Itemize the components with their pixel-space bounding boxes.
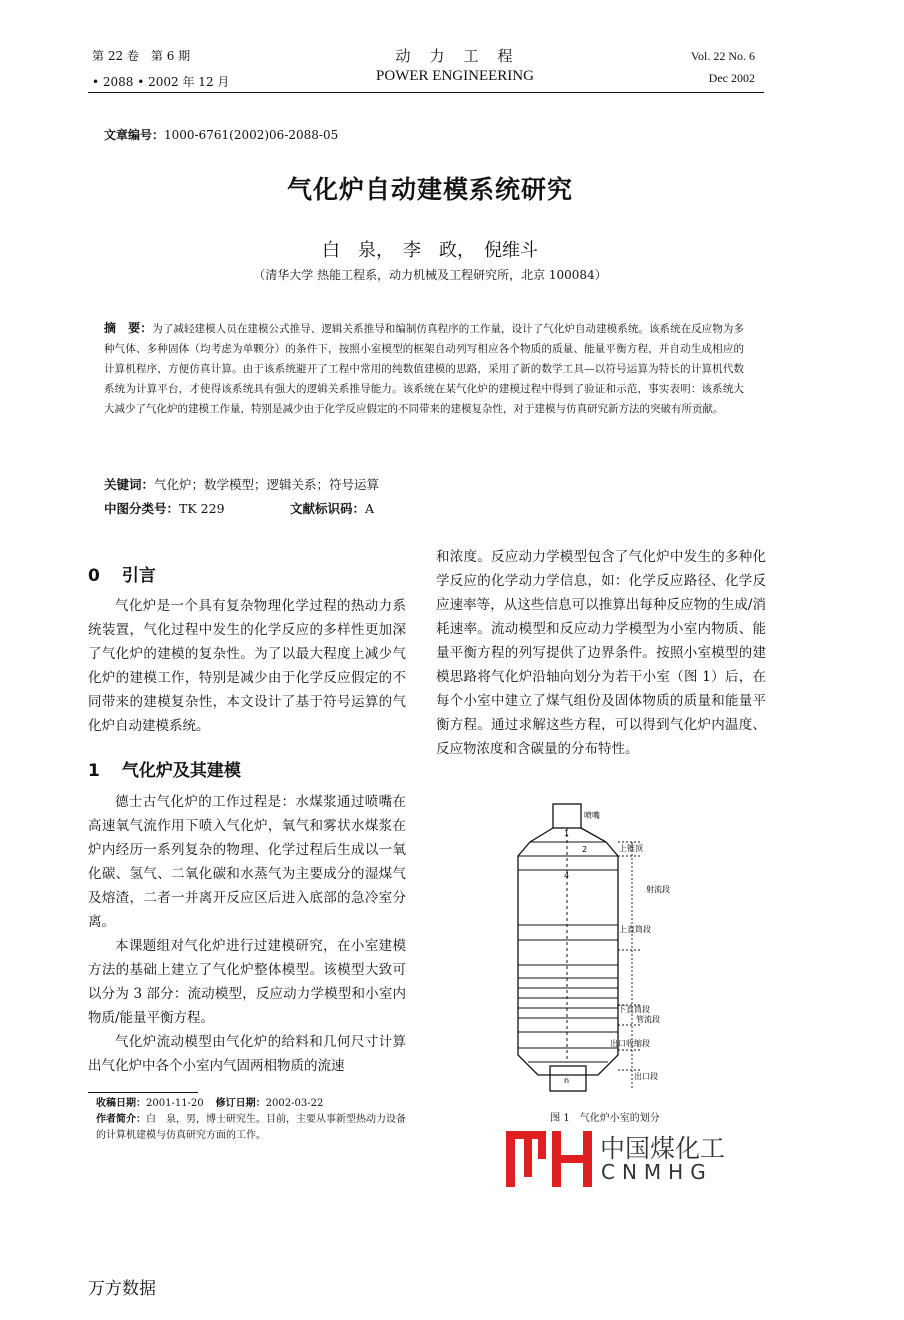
bio-text: 白 泉，男，博士研究生。目前，主要从事新型热动力设备的计算机建模与仿真研究方面的工作。 bbox=[96, 1114, 406, 1141]
right-paragraph-1: 和浓度。反应动力学模型包含了气化炉中发生的多种化学反应的化学动力学信息，如：化学反应路径、化学反应速率等，从这些信息可以推算出每种反应物的生成/消耗速率。流动模型和反应动力学模型为小室内物质、能量平衡方程的列写提供了边界条件。按照小室模型的建模思路将气化炉沿轴向划分为若干小室（图 1）后，在每个小室中建立了煤气组份及固体物质的质量和能量平衡方程。通过求解这些方程，可以得到气化炉内温度、反应物浓度和含碳量的分布特性。 bbox=[436, 549, 766, 757]
section-0-body bbox=[88, 594, 406, 738]
header-pages-date-cn: • 2088 • 2002 年 12 月 bbox=[92, 75, 230, 89]
revised-label: 修订日期： bbox=[215, 1098, 266, 1109]
received-label: 收稿日期： bbox=[96, 1098, 146, 1109]
section-0-number: 0 bbox=[88, 566, 100, 586]
nozzle-shape bbox=[553, 804, 581, 828]
section-1-body bbox=[88, 790, 406, 1078]
keywords bbox=[104, 475, 379, 493]
fig-label-lower-straight: 下直筒段 bbox=[618, 1005, 650, 1014]
fig-label-nozzle: 喷嘴 bbox=[584, 811, 600, 820]
abstract-text: 为了减轻建模人员在建模公式推导、逻辑关系推导和编制仿真程序的工作量，设计了气化炉自动建模系统。该系统在反应物为多种气体、多种固体（均考虑为单颗分）的条件下，按照小室模型的框架自动列写相应各个物质的质量、能量平衡方程，并自动生成相应的计算机程序，方便仿真计算。由于该系统避开了工程中常用的纯数值建模的思路，采用了新的数学工具—以符号运算为特长的计算机代数系统为计算平台，才使得该系统具有强大的逻辑关系推导能力。该系统在某气化炉的建模过程中得到了验证和示范，事实表明：该系统大大减少了气化炉的建模工作量，特别是减少由于化学反应假定的不同带来的建模复杂性，对于建模与仿真研究新方法的突破有所贡献。 bbox=[104, 323, 744, 415]
doc-code-value: A bbox=[365, 501, 375, 516]
abstract-label: 摘 要： bbox=[104, 321, 153, 335]
figure-1-caption: 图 1 气化炉小室的划分 bbox=[550, 1113, 660, 1124]
article-number bbox=[104, 126, 338, 143]
footnote-bio bbox=[96, 1112, 406, 1144]
fig-label-1: 1 bbox=[564, 829, 570, 838]
clc-value: TK 229 bbox=[179, 501, 225, 516]
header-journal-cn: 动 力 工 程 bbox=[395, 47, 515, 65]
section-1-title: 气化炉及其建模 bbox=[121, 761, 241, 781]
fig-label-n: n bbox=[564, 1076, 570, 1085]
fig-label-2: 2 bbox=[582, 845, 588, 854]
section-0-title: 引言 bbox=[121, 566, 156, 586]
figure-1-gasifier-diagram bbox=[510, 800, 710, 1095]
header-date-en: Dec 2002 bbox=[708, 71, 755, 85]
clc bbox=[104, 499, 225, 517]
fig-label-upper-straight: 上直筒段 bbox=[619, 925, 651, 934]
section-1-paragraph-1: 德士古气化炉的工作过程是：水煤浆通过喷嘴在高速氧气流作用下喷入气化炉，氧气和雾状水煤浆在炉内经历一系列复杂的物理、化学过程后生成以一氧化碳、氢气、二氧化碳和水蒸气为主要成分的湿煤气及熔渣，二者一并离开反应区后进入底部的急冷室分离。 bbox=[88, 794, 406, 930]
received-date: 2001-11-20 bbox=[146, 1098, 204, 1109]
header-volume-issue-cn: 第 22 卷 第 6 期 bbox=[92, 49, 191, 63]
clc-label: 中图分类号： bbox=[104, 501, 180, 516]
section-1-number: 1 bbox=[88, 761, 100, 781]
watermark-brand-en: CNMHG bbox=[601, 1160, 713, 1184]
fig-label-outlet: 出口段 bbox=[634, 1072, 658, 1081]
fig-label-4: 4 bbox=[564, 871, 570, 880]
authors: 白 泉， 李 政， 倪维斗 bbox=[322, 240, 538, 261]
cnmhg-logo-icon bbox=[504, 1127, 596, 1191]
revised-date: 2002-03-22 bbox=[265, 1098, 324, 1109]
section-1-heading bbox=[88, 756, 241, 781]
footnote-dates bbox=[96, 1096, 406, 1112]
header-rule bbox=[88, 92, 764, 93]
gasifier-shell bbox=[518, 828, 618, 1075]
section-1-paragraph-2: 本课题组对气化炉进行过建模研究，在小室建模方法的基础上建立了气化炉整体模型。该模型大致可以分为 3 部分：流动模型，反应动力学模型和小室内物质/能量平衡方程。 bbox=[88, 938, 406, 1026]
watermark-brand-cn: 中国煤化工 bbox=[600, 1134, 726, 1163]
fig-label-outlet-converge: 出口收缩段 bbox=[610, 1039, 650, 1048]
section-0-paragraph-1: 气化炉是一个具有复杂物理化学过程的热动力系统装置，气化过程中发生的化学反应的多样性更加深了气化炉的建模的复杂性。为了以最大程度上减少气化炉的建模工作，特别是减少由于化学反应假定的不同带来的建模复杂性，本文设计了基于符号运算的气化炉自动建模系统。 bbox=[88, 598, 406, 734]
article-number-label: 文章编号： bbox=[104, 128, 165, 142]
footer-source: 万方数据 bbox=[88, 1279, 156, 1299]
abstract bbox=[104, 318, 744, 419]
page-title: 气化炉自动建模系统研究 bbox=[286, 175, 573, 204]
fig-label-pipe-flow: 管流段 bbox=[636, 1015, 660, 1024]
doc-code bbox=[290, 499, 374, 517]
keywords-value: 气化炉；数学模型；逻辑关系；符号运算 bbox=[154, 477, 380, 492]
footnote-rule bbox=[88, 1092, 198, 1093]
keywords-label: 关键词： bbox=[104, 477, 155, 492]
article-number-value: 1000-6761(2002)06-2088-05 bbox=[164, 128, 339, 142]
fig-label-upper-cone: 上锥顶 bbox=[619, 844, 643, 853]
right-column-body bbox=[436, 545, 766, 761]
affiliation: （清华大学 热能工程系，动力机械及工程研究所，北京 100084） bbox=[253, 268, 607, 282]
section-1-paragraph-3: 气化炉流动模型由气化炉的给料和几何尺寸计算出气化炉中各个小室内气固两相物质的流速 bbox=[88, 1034, 406, 1074]
bio-label: 作者简介： bbox=[96, 1114, 146, 1125]
section-0-heading bbox=[88, 561, 156, 586]
header-volume-issue-en: Vol. 22 No. 6 bbox=[690, 49, 755, 63]
footnote bbox=[96, 1096, 406, 1144]
doc-code-label: 文献标识码： bbox=[290, 501, 366, 516]
fig-label-jet: 射流段 bbox=[646, 885, 670, 894]
header-journal-en: POWER ENGINEERING bbox=[376, 68, 534, 84]
